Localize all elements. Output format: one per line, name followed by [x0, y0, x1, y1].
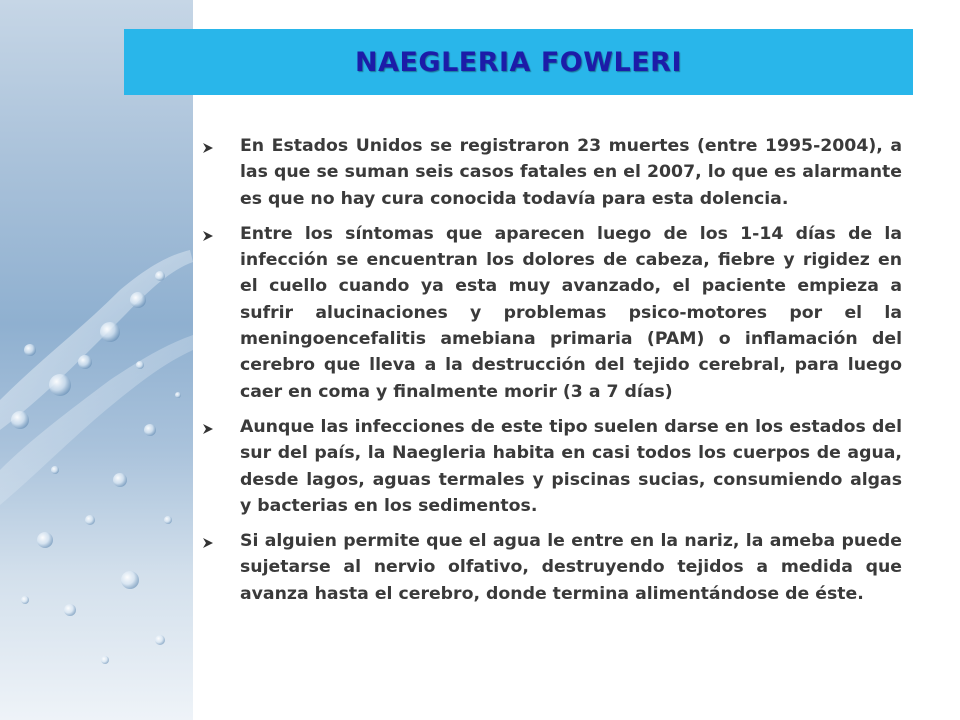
bullet-text: Si alguien permite que el agua le entre en la nariz, la ameba puede sujetarse al nervio olfativo, destruyendo tejidos a medida que avanza hasta el cerebro, donde termina alimentándose de éste. — [240, 531, 902, 604]
water-splash-image — [0, 0, 193, 720]
bullet-item — [200, 221, 902, 405]
water-splash-graphic — [0, 0, 193, 720]
arrow-bullet-icon — [200, 414, 240, 440]
bullet-item — [200, 528, 902, 607]
bullet-item — [200, 133, 902, 212]
bullet-text: En Estados Unidos se registraron 23 muertes (entre 1995-2004), a las que se suman seis casos fatales en el 2007, lo que es alarmante es que no hay cura conocida todavía para esta dolencia. — [240, 136, 902, 209]
slide-title: NAEGLERIA FOWLERI — [354, 46, 683, 78]
arrow-bullet-icon — [200, 133, 240, 159]
bullet-list — [200, 133, 902, 616]
bullet-text: Entre los síntomas que aparecen luego de los 1-14 días de la infección se encuentran los dolores de cabeza, fiebre y rigidez en el cuello cuando ya esta muy avanzado, el paciente empieza a sufrir alucinaciones y problemas psico-motores por el la meningoencefalitis amebiana primaria (PAM) o inflamación del cerebro que lleva a la destrucción del tejido cerebral, para luego caer en coma y finalmente morir (3 a 7 días) — [240, 223, 902, 402]
arrow-bullet-icon — [200, 528, 240, 554]
title-bar — [124, 29, 913, 95]
bullet-text: Aunque las infecciones de este tipo suelen darse en los estados del sur del país, la Naegleria habita en casi todos los cuerpos de agua, desde lagos, aguas termales y piscinas sucias, consumiendo algas y bacterias en los sedimentos. — [240, 416, 902, 516]
bullet-item — [200, 414, 902, 519]
arrow-bullet-icon — [200, 221, 240, 247]
